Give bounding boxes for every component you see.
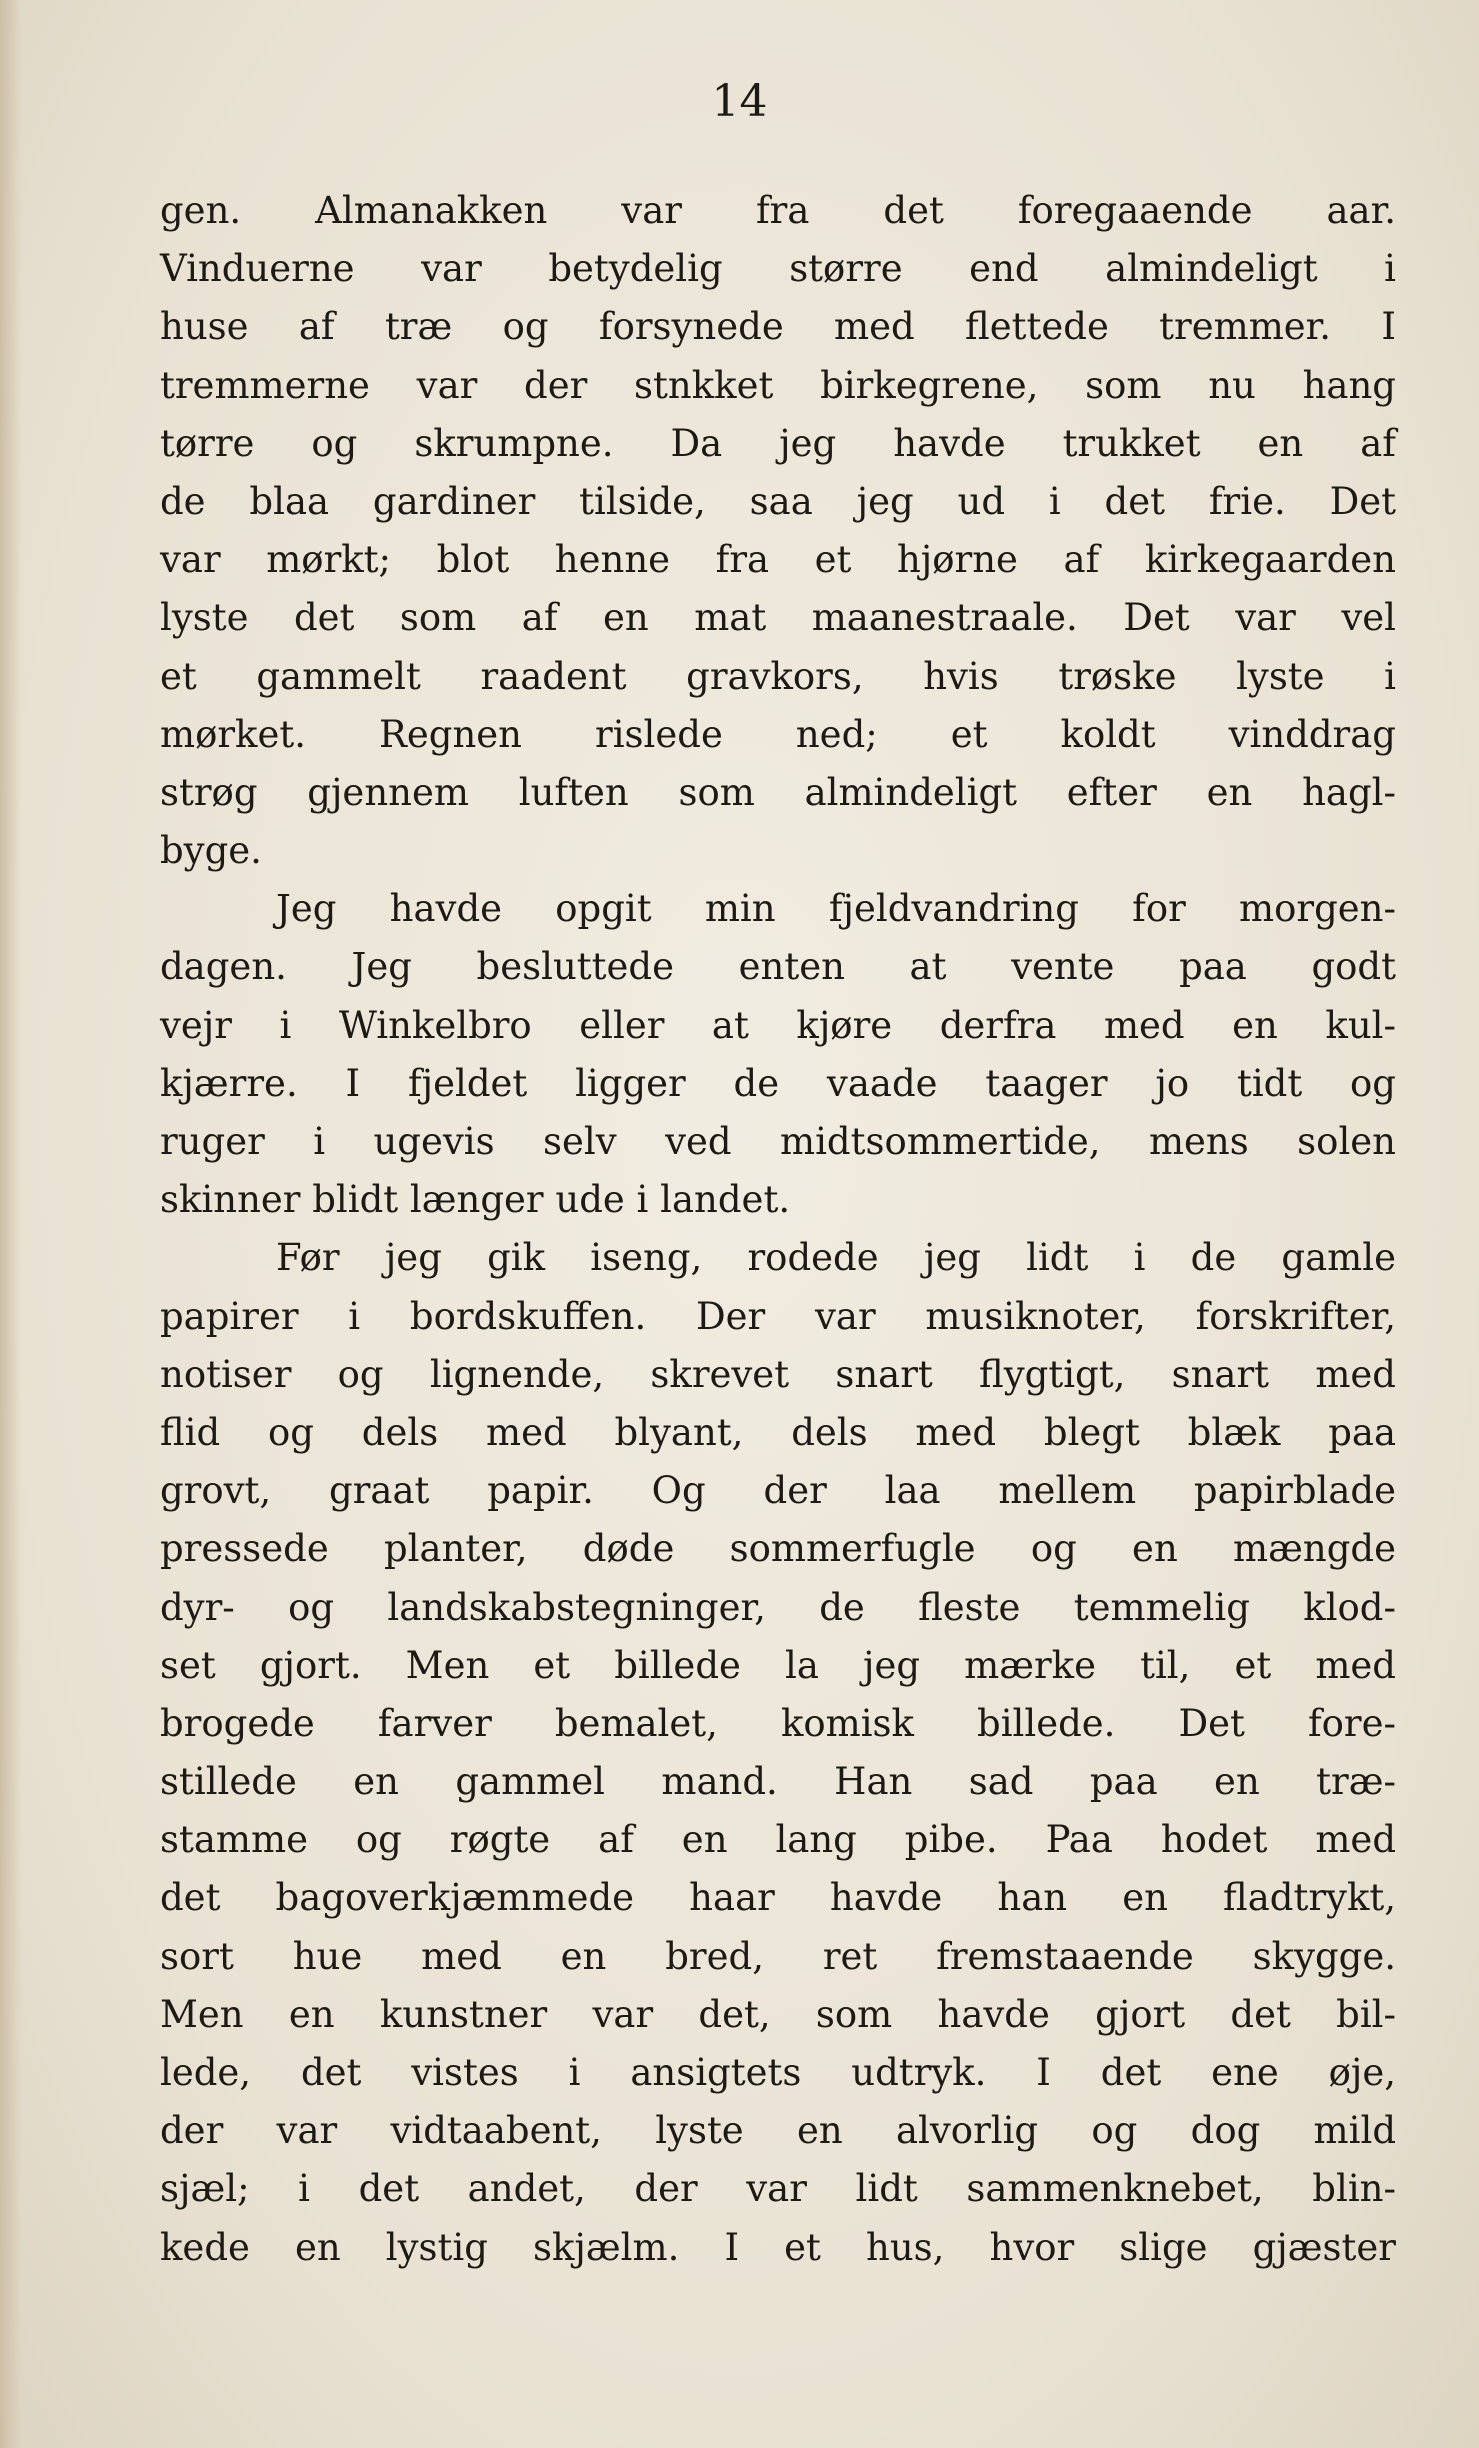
text-line: vejr i Winkelbro eller at kjøre derfra med en kul-: [160, 1003, 1396, 1047]
text-line: lyste det som af en mat maanestraale. Det var vel: [160, 596, 1396, 640]
text-line: pressede planter, døde sommerfugle og en mængde: [160, 1527, 1396, 1571]
text-line: dagen. Jeg besluttede enten at vente paa godt: [160, 945, 1396, 989]
text-line: de blaa gardiner tilside, saa jeg ud i det frie. Det: [160, 479, 1396, 523]
text-line: sjæl; i det andet, der var lidt sammenknebet, blin-: [160, 2167, 1396, 2211]
text-line: mørket. Regnen rislede ned; et koldt vinddrag: [160, 712, 1396, 756]
text-line: papirer i bordskuffen. Der var musiknoter, forskrifter,: [160, 1294, 1396, 1338]
text-line: notiser og lignende, skrevet snart flygtigt, snart med: [160, 1352, 1396, 1396]
paragraph-start-line: Jeg havde opgit min fjeldvandring for morgen-: [276, 887, 1396, 931]
text-line: flid og dels med blyant, dels med blegt blæk paa: [160, 1410, 1396, 1454]
text-line: strøg gjennem luften som almindeligt efter en hagl-: [160, 770, 1396, 814]
paragraph-start-line: Før jeg gik iseng, rodede jeg lidt i de gamle: [276, 1236, 1396, 1280]
text-line: set gjort. Men et billede la jeg mærke til, et med: [160, 1643, 1396, 1687]
text-line: sort hue med en bred, ret fremstaaende skygge.: [160, 1934, 1396, 1978]
text-line: kede en lystig skjælm. I et hus, hvor slige gjæster: [160, 2225, 1396, 2269]
text-line: tørre og skrumpne. Da jeg havde trukket en af: [160, 421, 1396, 465]
text-line: skinner blidt længer ude i landet.: [160, 1178, 791, 1222]
text-line: grovt, graat papir. Og der laa mellem papirblade: [160, 1469, 1396, 1513]
text-line: byge.: [160, 829, 262, 873]
page-number: 14: [711, 76, 768, 127]
text-line: Men en kunstner var det, som havde gjort det bil-: [160, 1992, 1396, 2036]
body-text: [160, 182, 1396, 2277]
text-line: gen. Almanakken var fra det foregaaende aar.: [160, 189, 1396, 232]
text-line: lede, det vistes i ansigtets udtryk. I det ene øje,: [160, 2051, 1396, 2094]
text-line: det bagoverkjæmmede haar havde han en fladtrykt,: [160, 1876, 1396, 1920]
text-line: Vinduerne var betydelig større end almindeligt i: [160, 247, 1396, 291]
text-line: brogede farver bemalet, komisk billede. Det fore-: [160, 1701, 1396, 1745]
text-line: der var vidtaabent, lyste en alvorlig og dog mild: [160, 2109, 1396, 2153]
page-edge-shadow: [0, 0, 22, 2448]
text-line: ruger i ugevis selv ved midtsommertide, mens solen: [160, 1120, 1396, 1163]
text-line: kjærre. I fjeldet ligger de vaade taager jo tidt og: [160, 1061, 1396, 1105]
text-line: dyr- og landskabstegninger, de fleste temmelig klod-: [160, 1585, 1396, 1629]
text-line: stamme og røgte af en lang pibe. Paa hodet med: [160, 1818, 1396, 1862]
text-line: var mørkt; blot henne fra et hjørne af kirkegaarden: [160, 538, 1396, 582]
text-line: tremmerne var der stnkket birkegrene, som nu hang: [160, 363, 1396, 407]
text-line: et gammelt raadent gravkors, hvis trøske lyste i: [160, 654, 1396, 698]
text-line: stillede en gammel mand. Han sad paa en træ-: [160, 1760, 1396, 1804]
text-line: huse af træ og forsynede med flettede tremmer. I: [160, 305, 1396, 349]
